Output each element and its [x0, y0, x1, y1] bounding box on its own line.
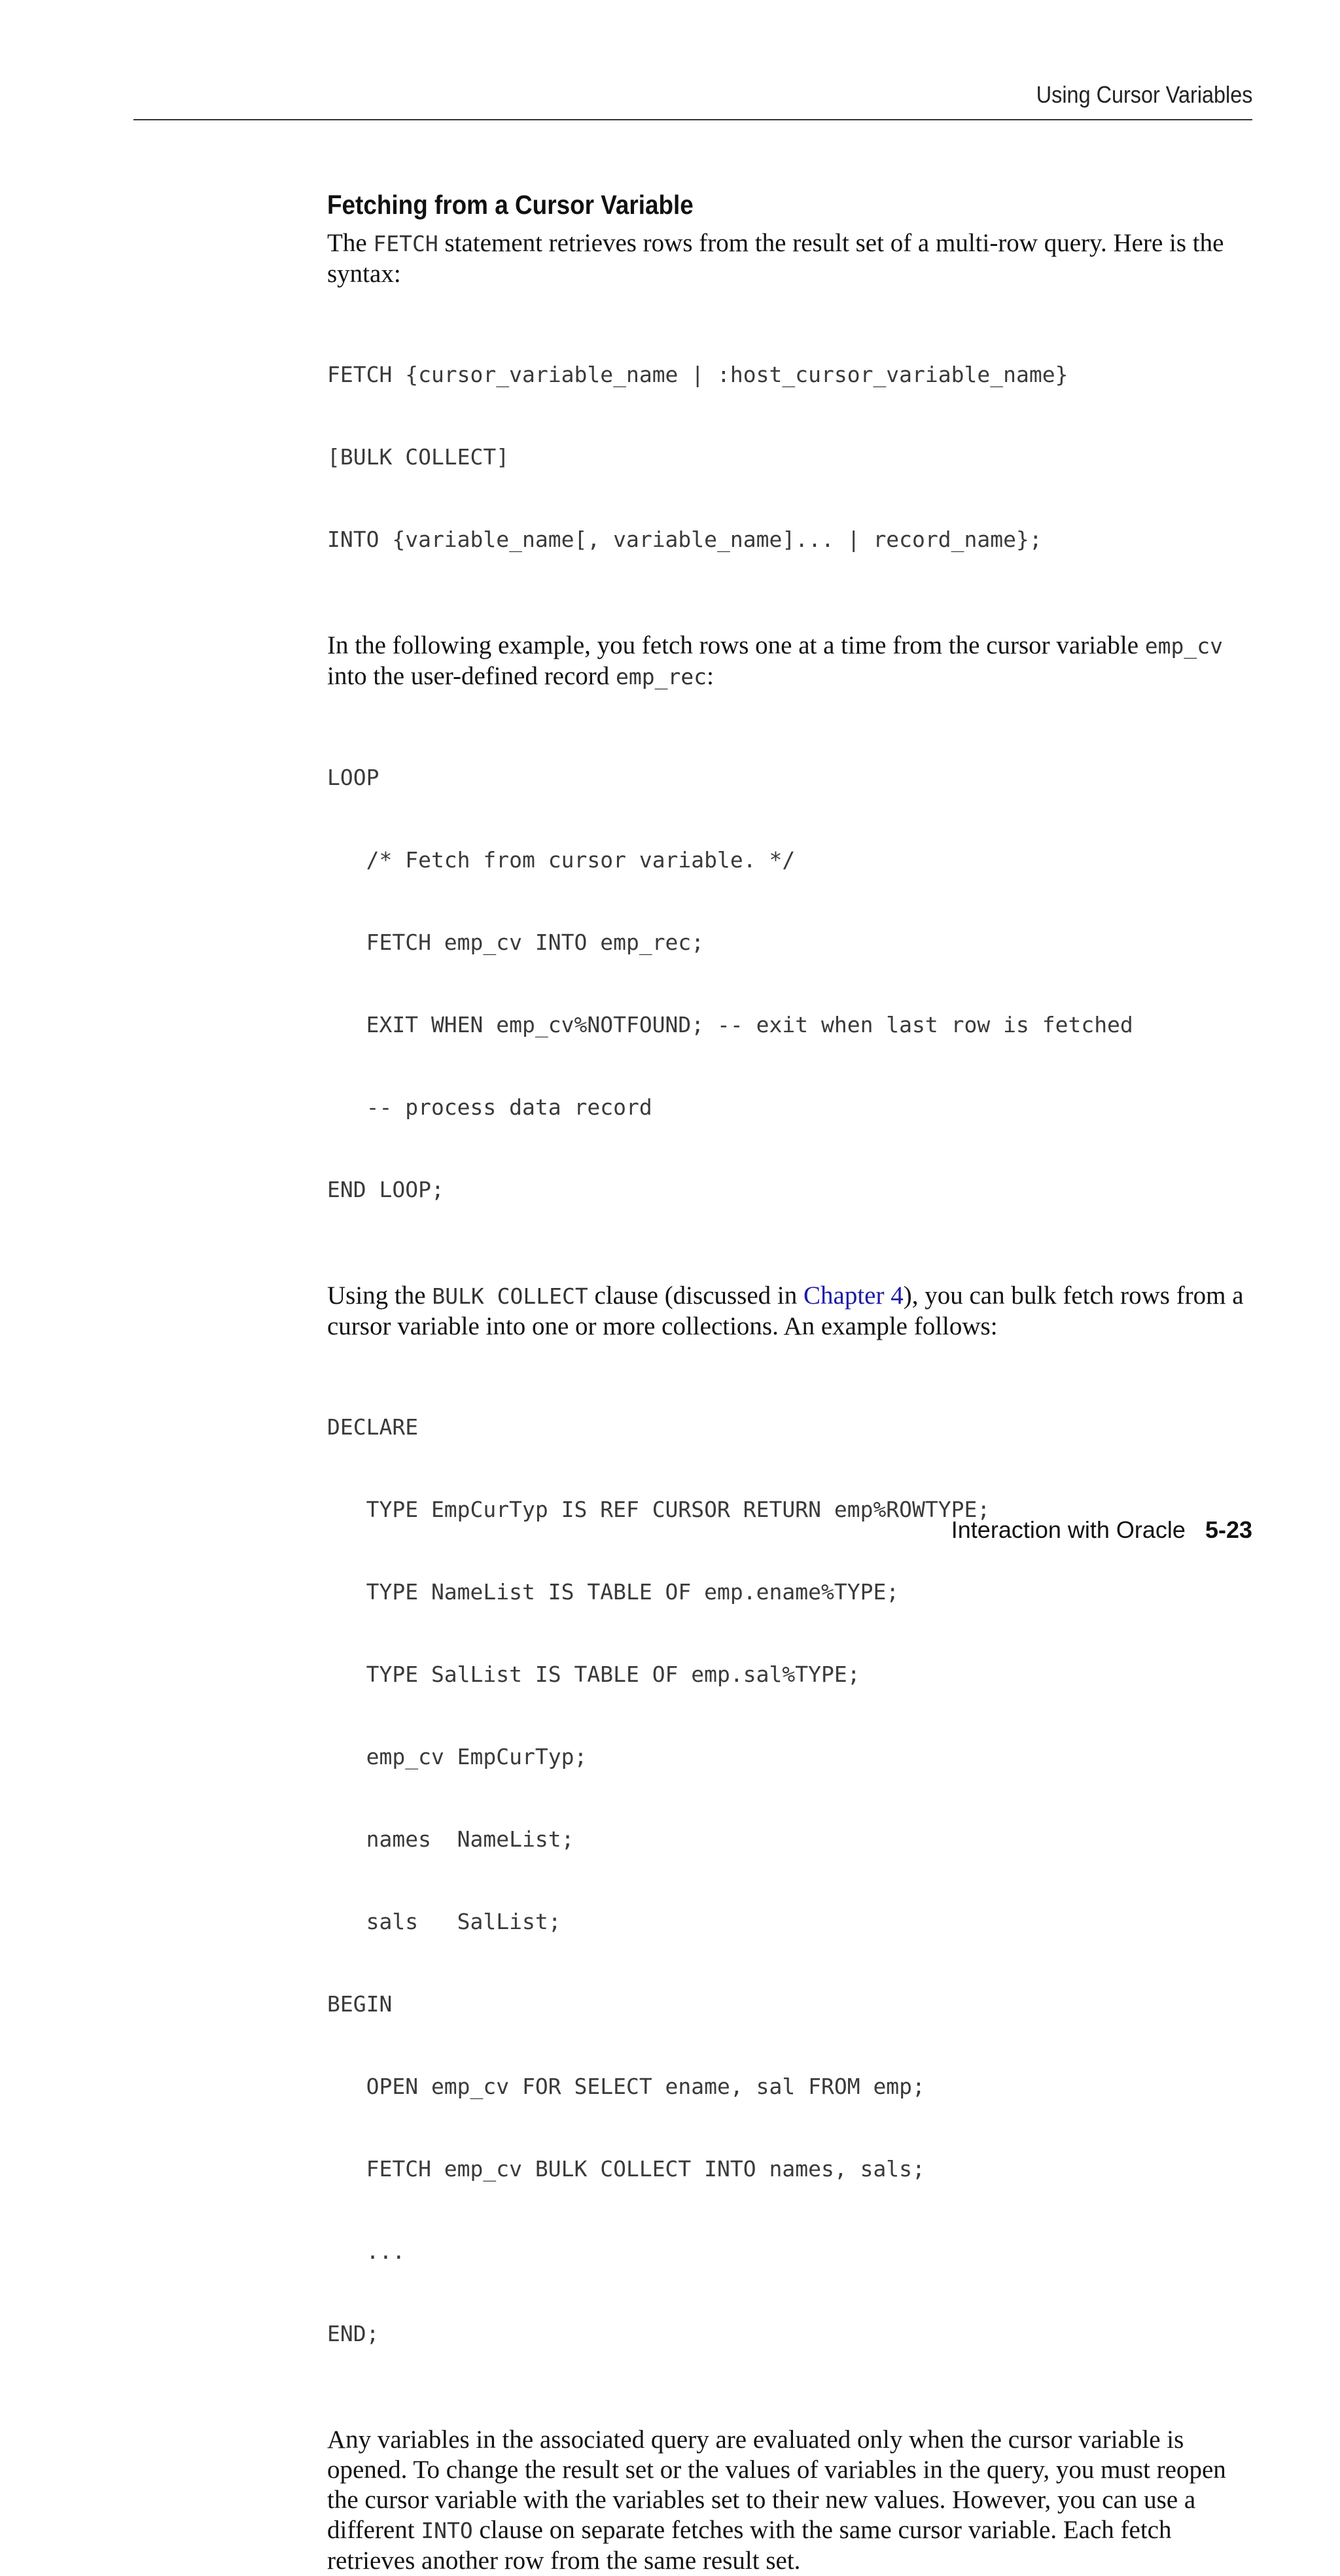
- code-line: END LOOP;: [327, 1177, 444, 1202]
- code-line: EXIT WHEN emp_cv%NOTFOUND; -- exit when last row is fetched: [327, 1012, 1133, 1037]
- example-paragraph: [327, 631, 1250, 692]
- text: into the user-defined record: [327, 662, 616, 690]
- inline-code: emp_cv: [1144, 633, 1223, 659]
- fetch-syntax-code-block: [327, 306, 1250, 608]
- text: Any variables in the associated query are evaluated only when the cursor variable is opened. To change the result set or the values of variables in the query, you must reopen the cursor variable with the variables set to their new values. However, you can use a different: [327, 2426, 1226, 2544]
- code-line: names NameList;: [327, 1826, 574, 1852]
- inline-code: emp_rec: [616, 664, 707, 689]
- loop-code-block: [327, 709, 1250, 1259]
- text: :: [707, 662, 714, 690]
- code-line: DECLARE: [327, 1414, 419, 1440]
- text: clause (discussed in: [588, 1281, 804, 1310]
- text: In the following example, you fetch rows one at a time from the cursor variable: [327, 631, 1145, 659]
- code-line: END;: [327, 2321, 379, 2346]
- chapter-4-link[interactable]: Chapter 4: [803, 1281, 904, 1310]
- declare-code-block: [327, 1359, 1250, 2403]
- code-line: TYPE NameList IS TABLE OF emp.ename%TYPE;: [327, 1579, 900, 1605]
- variables-paragraph: [327, 2425, 1250, 2576]
- page-footer: [951, 1516, 1252, 1544]
- text: Using the: [327, 1281, 432, 1310]
- code-line: TYPE SalList IS TABLE OF emp.sal%TYPE;: [327, 1662, 860, 1687]
- code-line: TYPE EmpCurTyp IS REF CURSOR RETURN emp%ROWTYPE;: [327, 1497, 991, 1522]
- code-line: /* Fetch from cursor variable. */: [327, 847, 796, 873]
- inline-code: FETCH: [373, 231, 438, 256]
- intro-paragraph: [327, 228, 1250, 289]
- code-line: ...: [327, 2238, 406, 2264]
- section-heading: Fetching from a Cursor Variable: [327, 190, 694, 220]
- inline-code: INTO: [421, 2518, 473, 2543]
- text: clause on separate fetches with the same cursor variable. Each fetch retrieves another row from the same result set.: [327, 2516, 1172, 2575]
- code-line: emp_cv EmpCurTyp;: [327, 1744, 588, 1769]
- page-number: 5-23: [1205, 1516, 1252, 1543]
- code-line: FETCH emp_cv INTO emp_rec;: [327, 930, 705, 955]
- header-rule: [133, 119, 1252, 120]
- code-line: -- process data record: [327, 1094, 652, 1120]
- text: The: [327, 229, 374, 257]
- code-line: INTO {variable_name[, variable_name]... | record_name};: [327, 527, 1042, 552]
- footer-chapter-title: Interaction with Oracle: [951, 1516, 1186, 1543]
- running-header: Using Cursor Variables: [1036, 81, 1252, 108]
- inline-code: BULK COLLECT: [432, 1283, 588, 1309]
- code-line: BEGIN: [327, 1991, 393, 2017]
- bulk-collect-paragraph: [327, 1281, 1250, 1342]
- code-line: OPEN emp_cv FOR SELECT ename, sal FROM emp;: [327, 2074, 925, 2099]
- code-line: sals SalList;: [327, 1909, 561, 1934]
- page-content: [327, 190, 1250, 2576]
- code-line: [BULK COLLECT]: [327, 444, 510, 470]
- code-line: FETCH emp_cv BULK COLLECT INTO names, sals;: [327, 2156, 925, 2182]
- text: statement retrieves rows from the result set of a multi-row query. Here is the syntax:: [327, 229, 1224, 288]
- text: ), you can bulk fetch rows from a cursor variable into one or more collections. An example follows:: [327, 1281, 1244, 1340]
- code-line: LOOP: [327, 765, 379, 790]
- code-line: FETCH {cursor_variable_name | :host_cursor_variable_name}: [327, 362, 1068, 387]
